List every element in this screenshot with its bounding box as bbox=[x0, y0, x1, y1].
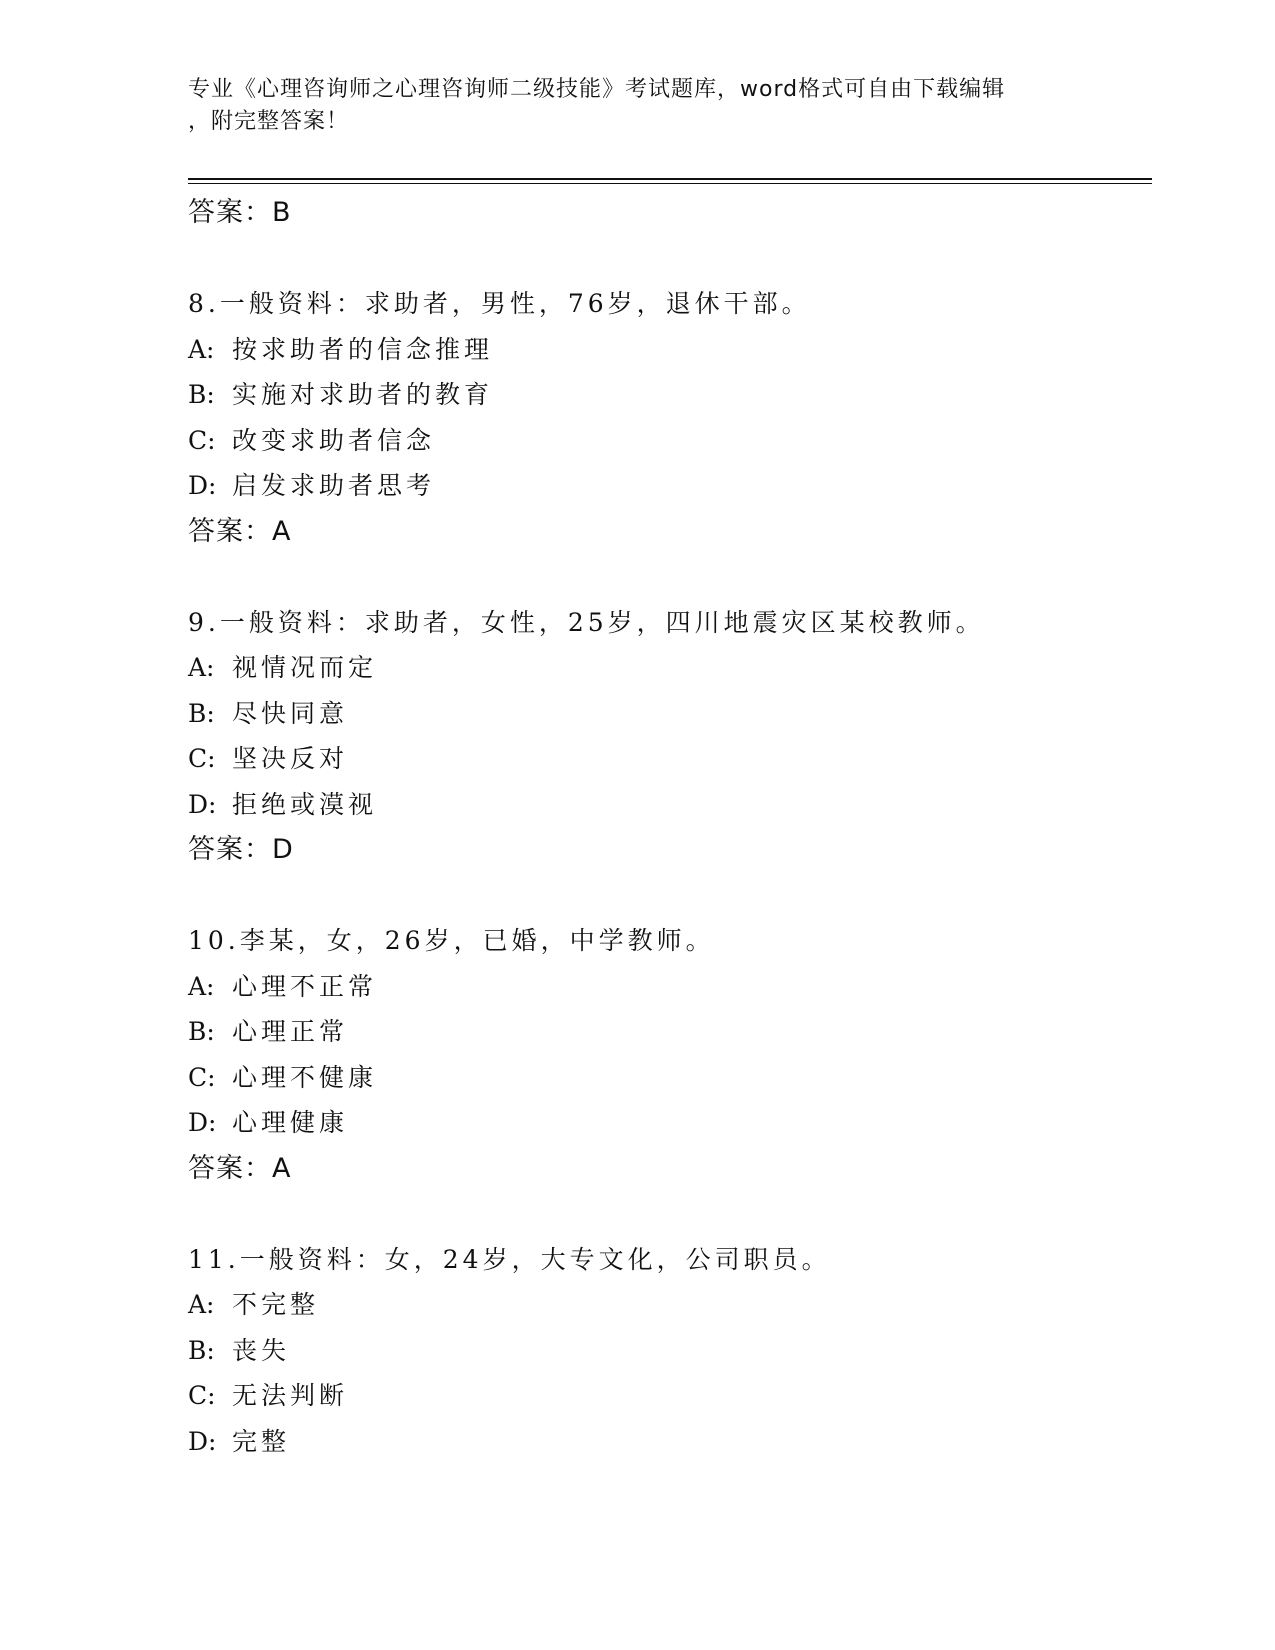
option-text: 按求助者的信念推理 bbox=[232, 334, 494, 364]
answer-line: 答案：B bbox=[188, 197, 292, 228]
option-letter: C: bbox=[188, 744, 216, 773]
question-block bbox=[188, 1237, 1148, 1465]
option-b bbox=[188, 372, 1148, 418]
option-a bbox=[188, 1282, 1148, 1328]
option-letter: A: bbox=[188, 971, 215, 1001]
option-a bbox=[188, 645, 1148, 691]
question-stem: 10.李某，女，26岁，已婚，中学教师。 bbox=[188, 926, 715, 955]
option-text: 启发求助者思考 bbox=[232, 471, 436, 500]
spacer bbox=[188, 555, 1148, 600]
option-text: 心理不健康 bbox=[232, 1062, 378, 1092]
option-letter: A: bbox=[188, 653, 215, 682]
question-block bbox=[188, 600, 1148, 874]
option-b bbox=[188, 1328, 1148, 1374]
option-letter: D: bbox=[188, 789, 217, 819]
option-text: 拒绝或漠视 bbox=[232, 789, 378, 819]
option-text: 无法判断 bbox=[232, 1381, 349, 1410]
document-header bbox=[188, 74, 1088, 138]
option-letter: C: bbox=[188, 1062, 216, 1092]
option-letter: B: bbox=[188, 1017, 215, 1046]
option-letter: C: bbox=[188, 1381, 216, 1410]
option-text: 不完整 bbox=[232, 1290, 320, 1319]
option-c bbox=[188, 736, 1148, 782]
spacer bbox=[188, 873, 1148, 918]
option-letter: A: bbox=[188, 1290, 215, 1319]
spacer bbox=[188, 1192, 1148, 1237]
question-list bbox=[188, 190, 1148, 1464]
option-b bbox=[188, 691, 1148, 737]
option-d bbox=[188, 463, 1148, 509]
header-divider-thin bbox=[188, 183, 1152, 184]
option-letter: D: bbox=[188, 1108, 217, 1137]
question-stem: 11.一般资料：女，24岁，大专文化，公司职员。 bbox=[188, 1244, 831, 1274]
question-stem: 8.一般资料：求助者，男性，76岁，退休干部。 bbox=[188, 289, 811, 318]
option-letter: C: bbox=[188, 425, 216, 455]
question-block bbox=[188, 918, 1148, 1192]
option-c bbox=[188, 1373, 1148, 1419]
option-text: 实施对求助者的教育 bbox=[232, 380, 494, 409]
option-text: 心理健康 bbox=[232, 1108, 349, 1137]
option-text: 完整 bbox=[232, 1426, 291, 1456]
option-text: 丧失 bbox=[232, 1335, 291, 1365]
option-letter: B: bbox=[188, 698, 215, 728]
header-divider-thick bbox=[188, 178, 1152, 180]
option-letter: D: bbox=[188, 1426, 217, 1456]
spacer bbox=[188, 236, 1148, 281]
option-d bbox=[188, 1419, 1148, 1465]
option-text: 坚决反对 bbox=[232, 744, 349, 773]
question-block bbox=[188, 281, 1148, 555]
option-text: 视情况而定 bbox=[232, 653, 378, 682]
option-a bbox=[188, 327, 1148, 373]
option-text: 改变求助者信念 bbox=[232, 425, 436, 455]
answer-line: 答案：A bbox=[188, 1152, 292, 1184]
option-letter: D: bbox=[188, 471, 217, 500]
option-letter: A: bbox=[188, 334, 215, 364]
option-d bbox=[188, 1100, 1148, 1146]
option-letter: B: bbox=[188, 1335, 215, 1365]
header-line-2: ，附完整答案！ bbox=[188, 109, 350, 134]
header-line-1: 专业《心理咨询师之心理咨询师二级技能》考试题库，word格式可自由下载编辑 bbox=[188, 77, 1006, 102]
option-c bbox=[188, 418, 1148, 464]
option-a bbox=[188, 964, 1148, 1010]
question-stem: 9.一般资料：求助者，女性，25岁，四川地震灾区某校教师。 bbox=[188, 607, 985, 637]
option-text: 心理不正常 bbox=[232, 971, 378, 1001]
option-c bbox=[188, 1055, 1148, 1101]
option-b bbox=[188, 1009, 1148, 1055]
answer-line: 答案：A bbox=[188, 515, 292, 547]
answer-line: 答案：D bbox=[188, 834, 294, 865]
option-letter: B: bbox=[188, 380, 215, 409]
option-text: 心理正常 bbox=[232, 1017, 349, 1046]
option-d bbox=[188, 782, 1148, 828]
option-text: 尽快同意 bbox=[232, 698, 349, 728]
